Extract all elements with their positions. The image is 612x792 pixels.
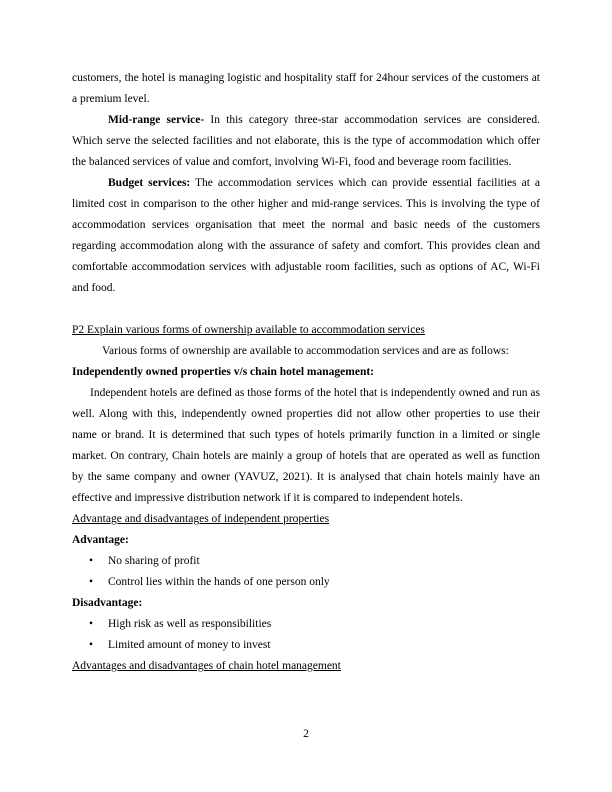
- list-item: • Control lies within the hands of one person only: [72, 572, 540, 593]
- page-number: 2: [303, 728, 309, 740]
- independent-paragraph: Independent hotels are defined as those forms of the hotel that is independently owned and run as well. Along with this, independently owned properties did not allow other properties to use their name or brand. It is determined that such types of hotels primarily function in a limited or single market. On contrary, Chain hotels are mainly a group of hotels that are operated as well as function by the same company and owner (YAVUZ, 2021). It is analysed that chain hotels mainly have an effective and impressive distribution network if it is compared to independent hotels.: [72, 387, 540, 504]
- adv-independent-heading: Advantage and disadvantages of independent properties: [72, 513, 330, 525]
- disadvantage-label: Disadvantage:: [72, 597, 143, 609]
- list-item: • No sharing of profit: [72, 551, 540, 572]
- budget-label: Budget services:: [108, 177, 191, 189]
- spacer: [72, 299, 540, 320]
- budget-text: The accommodation services which can provide essential facilities at a limited cost in comparison to the other higher and mid-range services. This is involving the type of accommodation services organisation that meet the normal and basic needs of the customers regarding accommodation along with the assurance of safety and comfort. This provides clean and comfortable accommodation services with adjustable room facilities, such as options of AC, Wi-Fi and food.: [72, 177, 540, 294]
- p2-intro: Various forms of ownership are available to accommodation services and are as follows:: [102, 345, 509, 357]
- document-page: [72, 68, 540, 677]
- advantage-list: [72, 551, 540, 593]
- advantage-label: Advantage:: [72, 534, 129, 546]
- paragraph-midrange: [72, 110, 540, 173]
- paragraph-continued: customers, the hotel is managing logistic and hospitality staff for 24hour services of the customers at a premium level.: [72, 72, 540, 105]
- p2-heading: P2 Explain various forms of ownership available to accommodation services: [72, 324, 425, 336]
- paragraph-budget: [72, 173, 540, 299]
- disadvantage-list: [72, 614, 540, 656]
- independent-heading: Independently owned properties v/s chain hotel management:: [72, 366, 374, 378]
- list-item: • High risk as well as responsibilities: [72, 614, 540, 635]
- midrange-label: Mid-range service-: [108, 114, 205, 126]
- list-item: • Limited amount of money to invest: [72, 635, 540, 656]
- adv-chain-heading: Advantages and disadvantages of chain hotel management: [72, 660, 341, 672]
- midrange-text: In this category three-star accommodation services are considered. Which serve the selected facilities and not elaborate, this is the type of accommodation which offer the balanced services of value and comfort, involving Wi-Fi, food and beverage room facilities.: [72, 114, 540, 168]
